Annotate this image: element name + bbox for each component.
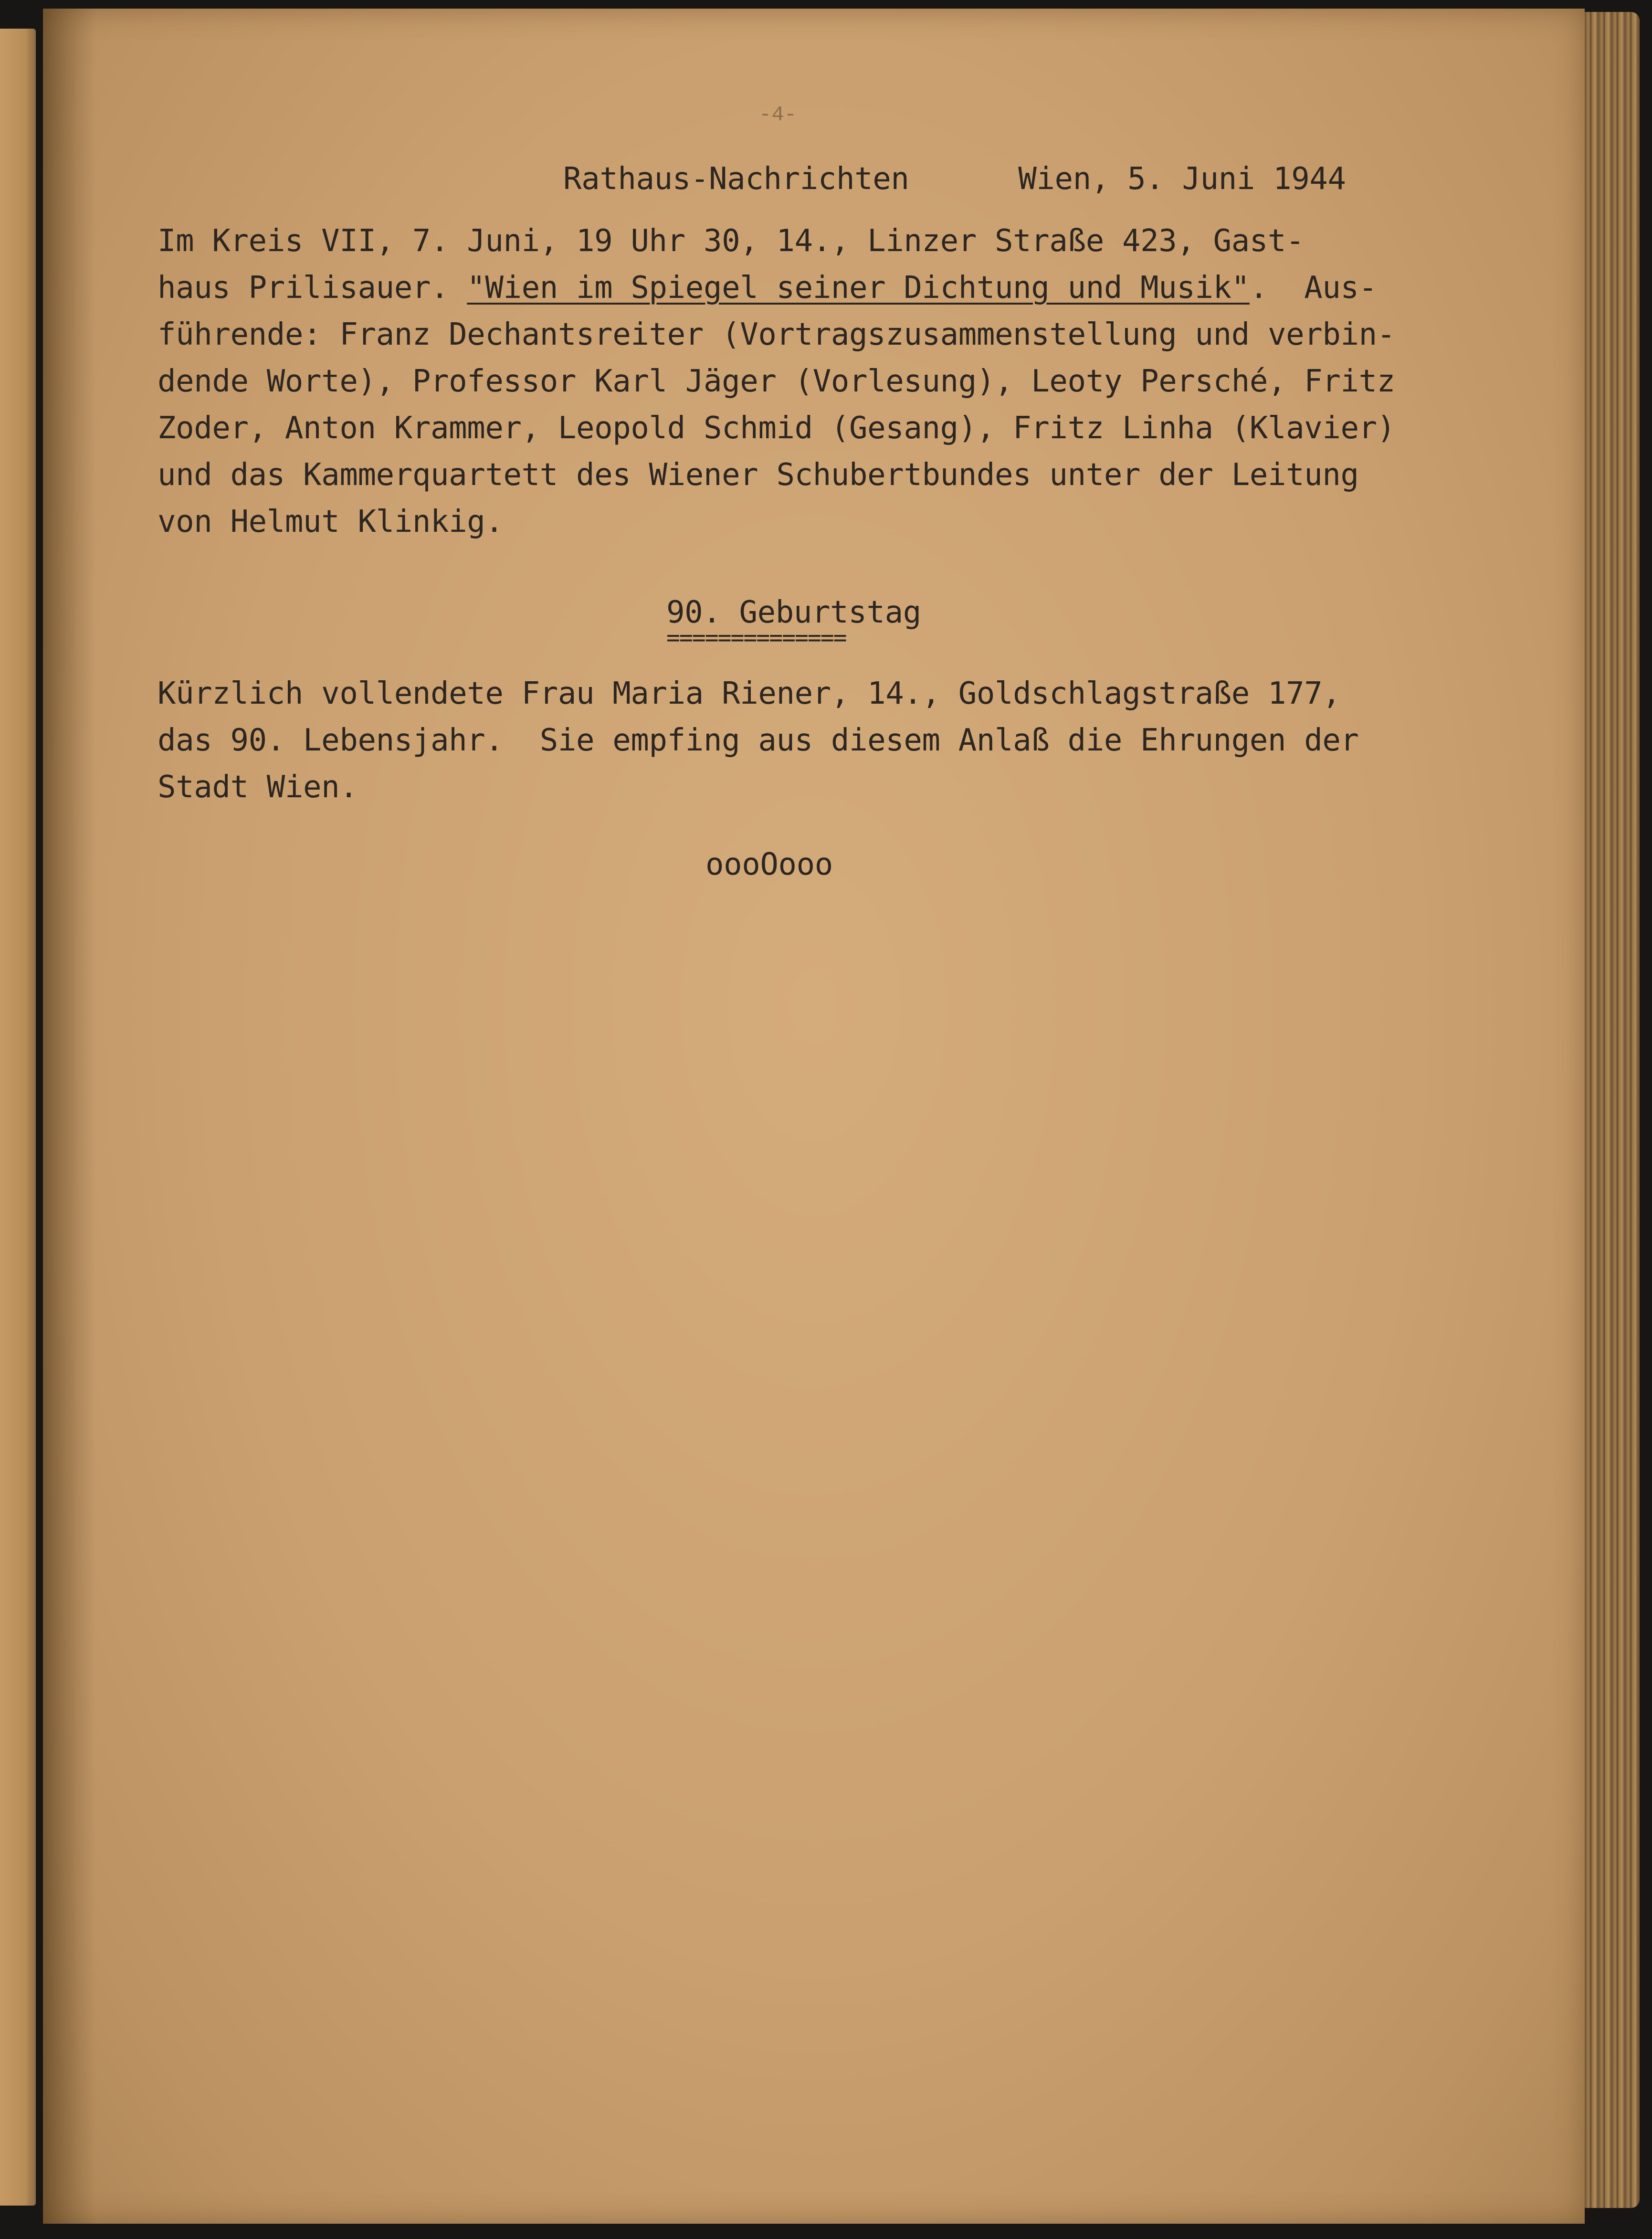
heading-double-rule: ============== <box>666 624 846 651</box>
event-title: "Wien im Spiegel seiner Dichtung und Musik" <box>467 270 1250 306</box>
previous-page-edge <box>0 29 36 2206</box>
binding-shadow <box>43 9 95 2224</box>
page-header <box>563 161 1346 197</box>
announcement-line-7: von Helmut Klinkig. <box>158 504 504 539</box>
section-heading: 90. Geburtstag <box>666 595 921 630</box>
announcement-line-3: führende: Franz Dechantsreiter (Vortragszusammenstellung und verbin- <box>158 317 1395 352</box>
dateline: Wien, 5. Juni 1944 <box>1018 161 1346 197</box>
page-number: -4- <box>759 103 797 127</box>
announcement-line-2-end: . Aus- <box>1249 270 1377 306</box>
announcement-line-2-start: haus Prilisauer. <box>158 270 467 306</box>
end-mark: oooOooo <box>705 847 833 882</box>
document-page <box>43 9 1585 2224</box>
birthday-line-2: das 90. Lebensjahr. Sie empfing aus diesem Anlaß die Ehrungen der <box>158 723 1359 758</box>
announcement-line-2 <box>158 270 1377 306</box>
announcement-line-6: und das Kammerquartett des Wiener Schubertbundes unter der Leitung <box>158 457 1359 493</box>
birthday-line-1: Kürzlich vollendete Frau Maria Riener, 14., Goldschlagstraße 177, <box>158 676 1341 711</box>
announcement-line-5: Zoder, Anton Krammer, Leopold Schmid (Gesang), Fritz Linha (Klavier) <box>158 411 1395 446</box>
announcement-line-4: dende Worte), Professor Karl Jäger (Vorlesung), Leoty Persché, Fritz <box>158 364 1395 399</box>
announcement-line-1: Im Kreis VII, 7. Juni, 19 Uhr 30, 14., Linzer Straße 423, Gast- <box>158 223 1305 259</box>
publication-title: Rathaus-Nachrichten <box>563 161 909 197</box>
birthday-line-3: Stadt Wien. <box>158 770 358 805</box>
